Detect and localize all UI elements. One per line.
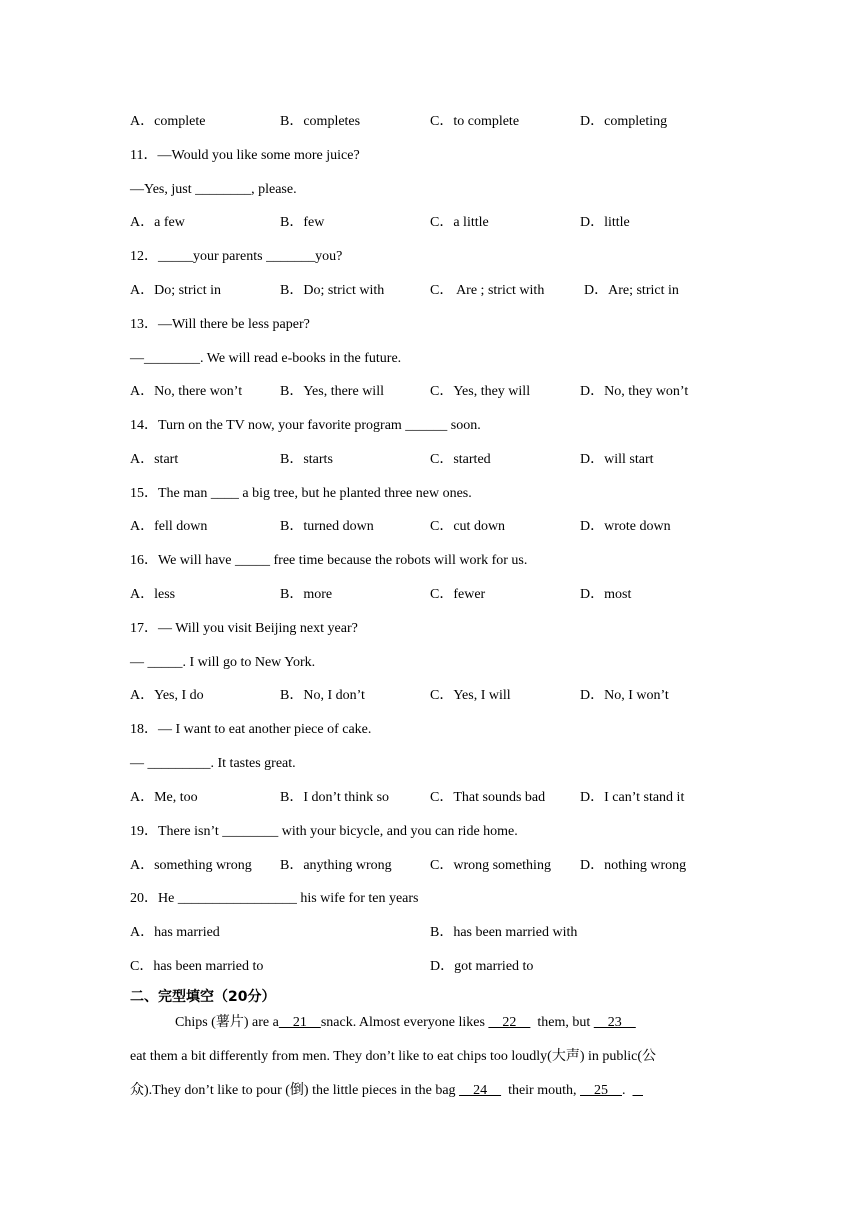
q18-stem: 18．— I want to eat another piece of cake. xyxy=(130,722,372,737)
q17-option-c: C．Yes, I will xyxy=(430,688,511,703)
section-heading-cloze: 二、完型填空（20分） xyxy=(130,989,276,1005)
q15-option-a: A．fell down xyxy=(130,519,208,534)
blank-26-start xyxy=(633,1083,644,1098)
q10-options xyxy=(130,113,770,131)
q16-option-c: C．fewer xyxy=(430,587,486,602)
q17-option-b: B．No, I don’t xyxy=(280,688,365,703)
q18-option-b: B．I don’t think so xyxy=(280,790,390,805)
passage-text: 众).They don’t like to pour (倒) the little pieces in the bag xyxy=(130,1083,460,1098)
q13-option-b: B．Yes, there will xyxy=(280,384,384,399)
q17-stem-reply: — _____. I will go to New York. xyxy=(130,655,316,670)
q17-options xyxy=(130,687,770,705)
q19-stem: 19．There isn’t ________ with your bicycle, and you can ride home. xyxy=(130,824,518,839)
q13-option-a: A．No, there won’t xyxy=(130,384,243,399)
q14-option-a: A．start xyxy=(130,452,179,467)
passage-text: them, but xyxy=(530,1015,594,1030)
q11-stem: 11．—Would you like some more juice? xyxy=(130,148,360,163)
q19-option-c: C．wrong something xyxy=(430,858,551,873)
q11-stem-reply: —Yes, just ________, please. xyxy=(130,182,297,197)
q15-stem: 15．The man ____ a big tree, but he planted three new ones. xyxy=(130,486,472,501)
q18-stem-reply: — _________. It tastes great. xyxy=(130,756,296,771)
q11-option-c: C．a little xyxy=(430,215,489,230)
q13-options xyxy=(130,383,770,401)
q13-stem-reply: —________. We will read e-books in the future. xyxy=(130,351,402,366)
q16-option-a: A．less xyxy=(130,587,176,602)
q18-option-d: D．I can’t stand it xyxy=(580,790,685,805)
q15-options xyxy=(130,518,770,536)
passage-text: . xyxy=(622,1083,633,1098)
passage-line-1 xyxy=(175,1014,745,1032)
q16-option-b: B．more xyxy=(280,587,333,602)
q14-option-b: B．starts xyxy=(280,452,333,467)
passage-text: their mouth, xyxy=(501,1083,580,1098)
q10-option-c: C．to complete xyxy=(430,114,520,129)
passage-line-2: eat them a bit differently from men. They don’t like to eat chips too loudly(大声) in public(公 xyxy=(130,1049,657,1064)
q14-stem: 14．Turn on the TV now, your favorite program ______ soon. xyxy=(130,418,481,433)
q19-option-b: B．anything wrong xyxy=(280,858,392,873)
q20-option-c: C．has been married to xyxy=(130,959,264,974)
q20-option-b: B．has been married with xyxy=(430,925,578,940)
q19-options xyxy=(130,857,770,875)
q15-option-c: C．cut down xyxy=(430,519,506,534)
q13-stem: 13．—Will there be less paper? xyxy=(130,317,310,332)
q11-option-a: A．a few xyxy=(130,215,185,230)
q12-option-a: A．Do; strict in xyxy=(130,283,221,298)
q15-option-d: D．wrote down xyxy=(580,519,671,534)
q19-option-a: A．something wrong xyxy=(130,858,252,873)
q15-option-b: B．turned down xyxy=(280,519,374,534)
q16-stem: 16．We will have _____ free time because the robots will work for us. xyxy=(130,553,528,568)
q10-option-a: A．complete xyxy=(130,114,206,129)
q16-options xyxy=(130,586,770,604)
q13-option-c: C．Yes, they will xyxy=(430,384,531,399)
q20-stem: 20．He _________________ his wife for ten years xyxy=(130,891,419,906)
q18-options xyxy=(130,789,770,807)
q12-option-b: B．Do; strict with xyxy=(280,283,385,298)
q20-options-row1 xyxy=(130,924,770,942)
q18-option-a: A．Me, too xyxy=(130,790,198,805)
passage-text: snack. Almost everyone likes xyxy=(320,1015,489,1030)
passage-line-3 xyxy=(130,1082,740,1100)
q12-stem: 12．_____your parents _______you? xyxy=(130,249,343,264)
q20-option-a: A．has married xyxy=(130,925,220,940)
q17-option-d: D．No, I won’t xyxy=(580,688,669,703)
q17-stem: 17．— Will you visit Beijing next year? xyxy=(130,621,358,636)
q11-options xyxy=(130,214,770,232)
blank-22: 22 xyxy=(488,1015,531,1030)
blank-25: 25 xyxy=(580,1083,622,1098)
q20-options-row2 xyxy=(130,958,770,976)
q14-option-c: C．started xyxy=(430,452,491,467)
q11-option-d: D．little xyxy=(580,215,630,230)
q12-options xyxy=(130,282,770,300)
q10-option-d: D．completing xyxy=(580,114,668,129)
blank-21: 21 xyxy=(278,1015,321,1030)
q11-option-b: B．few xyxy=(280,215,325,230)
q16-option-d: D．most xyxy=(580,587,632,602)
q14-option-d: D．will start xyxy=(580,452,654,467)
q10-option-b: B．completes xyxy=(280,114,361,129)
q13-option-d: D．No, they won’t xyxy=(580,384,689,399)
q18-option-c: C．That sounds bad xyxy=(430,790,546,805)
q12-option-c: C． Are ; strict with xyxy=(430,283,545,298)
q14-options xyxy=(130,451,770,469)
blank-24: 24 xyxy=(459,1083,502,1098)
q20-option-d: D．got married to xyxy=(430,959,534,974)
blank-23: 23 xyxy=(593,1015,636,1030)
passage-text: Chips (薯片) are a xyxy=(175,1015,279,1030)
q12-option-d: D．Are; strict in xyxy=(584,283,679,298)
q17-option-a: A．Yes, I do xyxy=(130,688,204,703)
q19-option-d: D．nothing wrong xyxy=(580,858,687,873)
